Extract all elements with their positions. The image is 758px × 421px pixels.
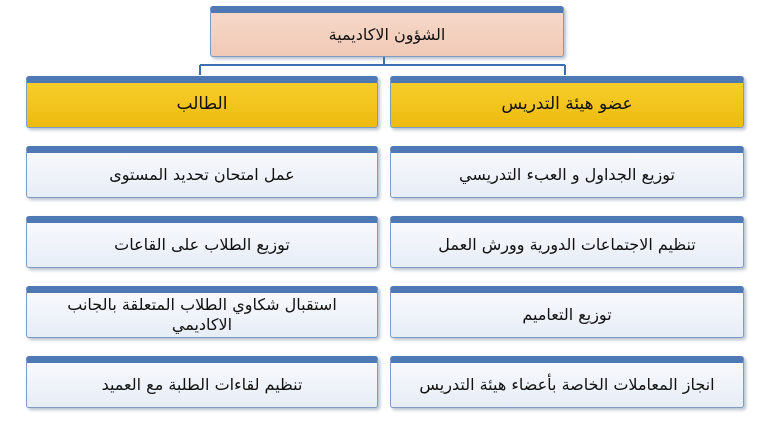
faculty-header[interactable] bbox=[390, 76, 744, 128]
student-item-3[interactable] bbox=[26, 286, 378, 338]
faculty-item-label: توزيع التعاميم bbox=[522, 305, 612, 324]
faculty-item-3[interactable] bbox=[390, 286, 744, 338]
student-item-label: عمل امتحان تحديد المستوى bbox=[109, 165, 295, 184]
faculty-item-2[interactable] bbox=[390, 216, 744, 268]
faculty-item-4[interactable] bbox=[390, 356, 744, 408]
root-node[interactable] bbox=[210, 6, 564, 57]
student-item-4[interactable] bbox=[26, 356, 378, 408]
student-item-label: استقبال شكاوي الطلاب المتعلقة بالجانب الاكاديمي bbox=[67, 295, 337, 334]
root-node-label: الشؤون الاكاديمية bbox=[328, 24, 446, 44]
student-item-2[interactable] bbox=[26, 216, 378, 268]
student-item-1[interactable] bbox=[26, 146, 378, 198]
student-header-label: الطالب bbox=[176, 94, 228, 115]
student-item-label: توزيع الطلاب على القاعات bbox=[114, 235, 290, 254]
faculty-item-1[interactable] bbox=[390, 146, 744, 198]
student-item-label: تنظيم لقاءات الطلبة مع العميد bbox=[101, 375, 303, 394]
student-header[interactable] bbox=[26, 76, 378, 128]
faculty-item-label: تنظيم الاجتماعات الدورية وورش العمل bbox=[438, 235, 696, 254]
faculty-item-label: توزيع الجداول و العبء التدريسي bbox=[459, 165, 675, 184]
faculty-item-label: انجاز المعاملات الخاصة بأعضاء هيئة التدريس bbox=[419, 375, 715, 394]
faculty-header-label: عضو هيئة التدريس bbox=[501, 94, 633, 115]
